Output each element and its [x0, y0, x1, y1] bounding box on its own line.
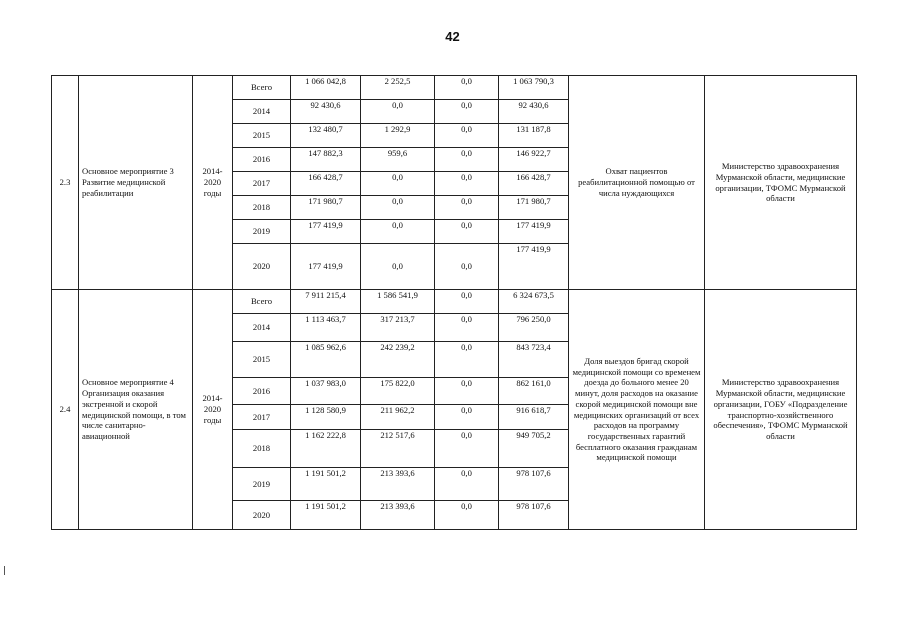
table-row: [52, 76, 857, 100]
local-budget-cell: 0,0: [435, 100, 499, 124]
fed-budget-cell: 211 962,2: [361, 405, 435, 430]
section-responsible: Министерство здравоохранения Мурманской области, медицинские организации, ГОБУ «Подразделение транспортно-хозяйственного обеспечения», ТФОМС Мурманской области: [705, 290, 857, 530]
other-source-cell: 177 419,9: [499, 220, 569, 244]
local-budget-cell: 0,0: [435, 220, 499, 244]
fed-budget-cell: 213 393,6: [361, 468, 435, 501]
section-name: Основное мероприятие 3 Развитие медицинской реабилитации: [79, 76, 193, 290]
fed-budget-cell: 175 822,0: [361, 378, 435, 405]
other-source-cell: 171 980,7: [499, 196, 569, 220]
fed-budget-cell: 317 213,7: [361, 314, 435, 342]
fed-budget-cell: 0,0: [361, 244, 435, 290]
total-cell: 177 419,9: [291, 220, 361, 244]
other-source-cell: 131 187,8: [499, 124, 569, 148]
total-cell: 92 430,6: [291, 100, 361, 124]
total-cell: 1 113 463,7: [291, 314, 361, 342]
total-cell: 1 162 222,8: [291, 430, 361, 468]
local-budget-cell: 0,0: [435, 172, 499, 196]
year-cell: 2018: [233, 430, 291, 468]
local-budget-cell: 0,0: [435, 378, 499, 405]
section-responsible: Министерство здравоохранения Мурманской области, медицинские организации, ТФОМС Мурманской области: [705, 76, 857, 290]
other-source-cell: 92 430,6: [499, 100, 569, 124]
total-cell: 1 191 501,2: [291, 468, 361, 501]
year-cell: 2017: [233, 172, 291, 196]
year-cell: 2019: [233, 220, 291, 244]
section-name: Основное мероприятие 4 Организация оказания экстренной и скорой медицинской помощи, в том числе санитарно-авиационной: [79, 290, 193, 530]
program-table-body: [52, 76, 857, 530]
year-cell: 2017: [233, 405, 291, 430]
local-budget-cell: 0,0: [435, 76, 499, 100]
local-budget-cell: 0,0: [435, 430, 499, 468]
section-code: 2.4: [52, 290, 79, 530]
fed-budget-cell: 959,6: [361, 148, 435, 172]
table-row: [52, 290, 857, 314]
other-source-cell: 978 107,6: [499, 501, 569, 530]
fed-budget-cell: 212 517,6: [361, 430, 435, 468]
section-indicator: Доля выездов бригад скорой медицинской помощи со временем доезда до больного менее 20 минут, доля расходов на оказание скорой медицинской помощи вне медицинских организаций от всех расходов на программу государственных гарантий бесплатного оказания гражданам медицинской помощи: [569, 290, 705, 530]
fed-budget-cell: 213 393,6: [361, 501, 435, 530]
total-cell: 1 128 580,9: [291, 405, 361, 430]
local-budget-cell: 0,0: [435, 314, 499, 342]
year-cell: 2015: [233, 342, 291, 378]
local-budget-cell: 0,0: [435, 468, 499, 501]
total-cell: 166 428,7: [291, 172, 361, 196]
fed-budget-cell: 0,0: [361, 172, 435, 196]
fed-budget-cell: 1 292,9: [361, 124, 435, 148]
year-cell: 2019: [233, 468, 291, 501]
local-budget-cell: 0,0: [435, 196, 499, 220]
local-budget-cell: 0,0: [435, 244, 499, 290]
fed-budget-cell: 1 586 541,9: [361, 290, 435, 314]
fed-budget-cell: 242 239,2: [361, 342, 435, 378]
total-cell: 7 911 215,4: [291, 290, 361, 314]
local-budget-cell: 0,0: [435, 501, 499, 530]
year-cell: 2015: [233, 124, 291, 148]
section-years: 2014-2020 годы: [193, 76, 233, 290]
local-budget-cell: 0,0: [435, 290, 499, 314]
section-years: 2014-2020 годы: [193, 290, 233, 530]
section-indicator: Охват пациентов реабилитационной помощью от числа нуждающихся: [569, 76, 705, 290]
other-source-cell: 166 428,7: [499, 172, 569, 196]
year-cell: 2018: [233, 196, 291, 220]
year-cell: 2020: [233, 244, 291, 290]
other-source-cell: 146 922,7: [499, 148, 569, 172]
page-number: 42: [445, 29, 460, 44]
total-cell: 147 882,3: [291, 148, 361, 172]
year-cell: 2016: [233, 378, 291, 405]
year-cell: 2014: [233, 314, 291, 342]
local-budget-cell: 0,0: [435, 405, 499, 430]
other-source-cell: 796 250,0: [499, 314, 569, 342]
section-code: 2.3: [52, 76, 79, 290]
fed-budget-cell: 0,0: [361, 100, 435, 124]
total-cell: 132 480,7: [291, 124, 361, 148]
total-cell: 171 980,7: [291, 196, 361, 220]
other-source-cell: 862 161,0: [499, 378, 569, 405]
total-cell: 1 085 962,6: [291, 342, 361, 378]
fed-budget-cell: 2 252,5: [361, 76, 435, 100]
year-cell: Всего: [233, 76, 291, 100]
other-source-cell: 6 324 673,5: [499, 290, 569, 314]
year-cell: 2016: [233, 148, 291, 172]
total-cell: 1 037 983,0: [291, 378, 361, 405]
other-source-cell: 843 723,4: [499, 342, 569, 378]
scan-artifact-mark: [4, 566, 5, 575]
local-budget-cell: 0,0: [435, 124, 499, 148]
local-budget-cell: 0,0: [435, 342, 499, 378]
total-cell: 1 066 042,8: [291, 76, 361, 100]
program-table: [51, 75, 857, 530]
other-source-cell: 978 107,6: [499, 468, 569, 501]
other-source-cell: 916 618,7: [499, 405, 569, 430]
local-budget-cell: 0,0: [435, 148, 499, 172]
other-source-cell: 1 063 790,3: [499, 76, 569, 100]
fed-budget-cell: 0,0: [361, 220, 435, 244]
other-source-cell: 949 705,2: [499, 430, 569, 468]
other-source-cell: 177 419,9: [499, 244, 569, 290]
total-cell: 1 191 501,2: [291, 501, 361, 530]
total-cell: 177 419,9: [291, 244, 361, 290]
year-cell: 2014: [233, 100, 291, 124]
year-cell: 2020: [233, 501, 291, 530]
year-cell: Всего: [233, 290, 291, 314]
fed-budget-cell: 0,0: [361, 196, 435, 220]
